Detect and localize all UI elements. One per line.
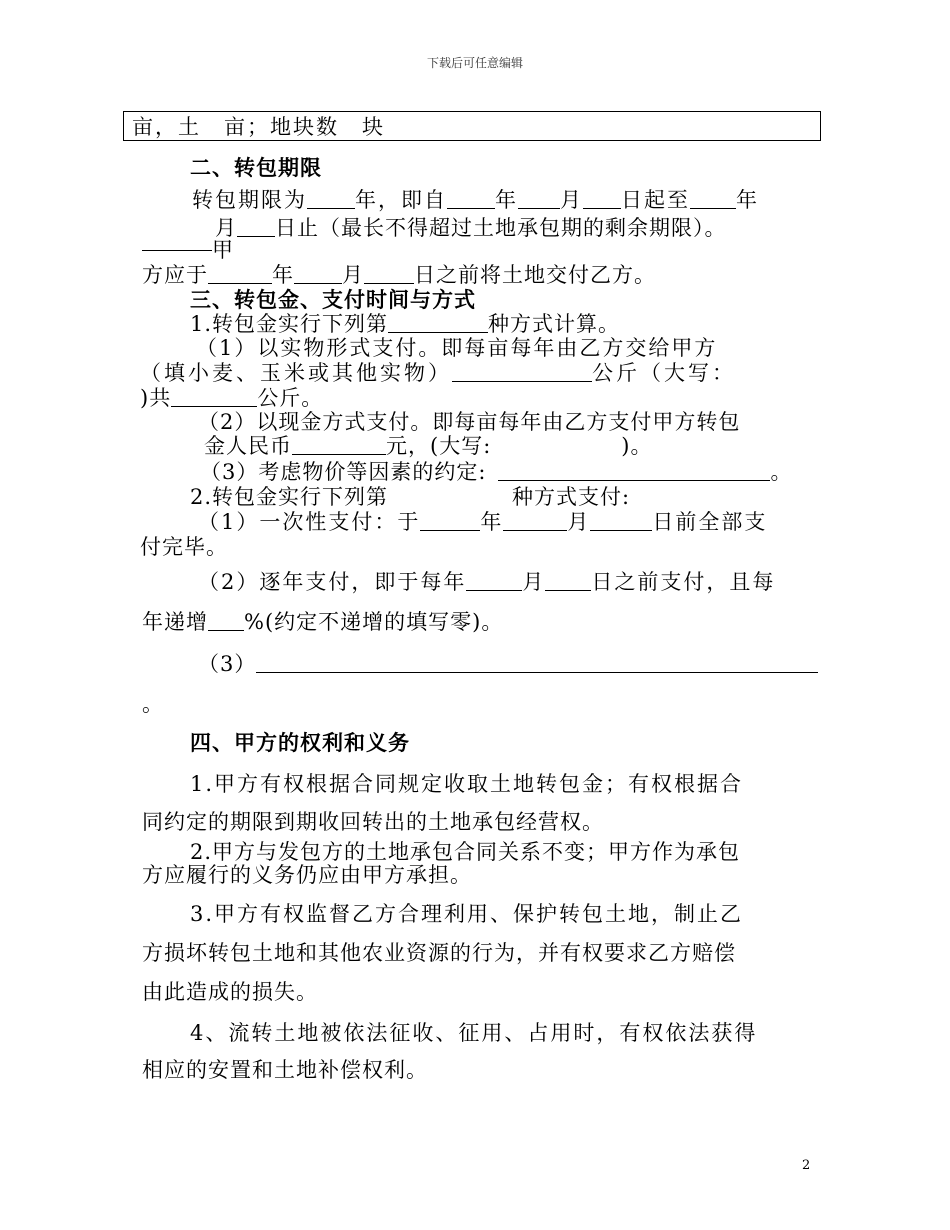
text: 公斤。: [257, 386, 324, 410]
text: %(约定不递增的填写零)。: [244, 610, 504, 634]
paragraph-line: （2）以现金方式支付。即每亩每年由乙方支付甲方转包: [198, 410, 741, 434]
paragraph-line: 3.甲方有权监督乙方合理利用、保护转包土地，制止乙: [190, 902, 744, 926]
fill-blank[interactable]: [364, 265, 414, 284]
fill-blank[interactable]: [518, 190, 560, 209]
paragraph-line: [198, 648, 818, 678]
text: 日前全部支: [652, 510, 768, 534]
text: 年: [480, 510, 504, 534]
fill-blank[interactable]: [447, 190, 495, 209]
paragraph-line: [198, 566, 775, 596]
text: 元，(大写:: [386, 434, 492, 458]
text: （1）一次性支付：于: [198, 510, 421, 534]
fill-blank[interactable]: [142, 232, 212, 251]
text: 月: [342, 263, 364, 287]
text: 。: [770, 460, 793, 484]
text: 年: [272, 263, 294, 287]
text: 年递增: [142, 610, 208, 634]
text: 1.转包金实行下列第: [190, 312, 389, 336]
section-heading-term: 二、转包期限: [190, 156, 322, 180]
paragraph-line: 4、流转土地被依法征收、征用、占用时，有权依法获得: [190, 1021, 758, 1045]
text: （2）逐年支付，即于每年: [198, 570, 467, 594]
fill-blank[interactable]: [294, 265, 342, 284]
fill-blank[interactable]: [583, 190, 621, 209]
text: （填小麦、玉米或其他实物）: [140, 361, 452, 385]
text: （3）: [198, 652, 257, 676]
fill-blank[interactable]: [171, 388, 257, 407]
paragraph-line: 方损坏转包土地和其他农业资源的行为，并有权要求乙方赔偿: [142, 941, 736, 965]
text: 2.转包金实行下列第: [190, 485, 389, 509]
paragraph-line: （1）以实物形式支付。即每亩每年由乙方交给甲方: [196, 336, 718, 360]
fill-blank[interactable]: [503, 512, 567, 531]
text: 月: [560, 188, 583, 212]
paragraph-line: 付完毕。: [140, 535, 228, 559]
text: 日之前将土地交付乙方。: [414, 263, 656, 287]
text: 年，即自: [355, 188, 447, 212]
text: )共: [140, 386, 172, 410]
text: 月: [567, 510, 591, 534]
fill-blank[interactable]: [452, 363, 592, 382]
fill-blank[interactable]: [466, 572, 522, 591]
text: 甲: [212, 238, 234, 262]
text: 金人民币: [204, 434, 292, 458]
paragraph-line: [215, 212, 727, 242]
paragraph-line: 1.甲方有权根据合同规定收取土地转包金；有权根据合: [190, 772, 744, 796]
fill-blank[interactable]: [256, 654, 818, 673]
paragraph-line: [142, 606, 503, 636]
text: 种方式支付:: [512, 485, 631, 509]
fill-blank[interactable]: [208, 265, 272, 284]
fill-blank[interactable]: [590, 512, 652, 531]
paragraph-line: 相应的安置和土地补偿权利。: [142, 1058, 428, 1082]
text: 种方式计算。: [488, 312, 621, 336]
fill-blank[interactable]: [690, 190, 736, 209]
paragraph-line: [198, 506, 767, 536]
page-header: 下载后可任意编辑: [426, 56, 523, 70]
text: 日起至: [621, 188, 690, 212]
section-heading-rights: 四、甲方的权利和义务: [190, 731, 410, 755]
fill-blank[interactable]: [237, 218, 275, 237]
page-number: 2: [802, 1158, 811, 1173]
text: 日之前支付，且每: [591, 570, 776, 594]
text: 年: [495, 188, 518, 212]
text: 公斤（大写：: [592, 361, 736, 385]
paragraph-line: 2.甲方与发包方的土地承包合同关系不变；甲方作为承包: [190, 840, 741, 864]
text: 日止（最长不得超过土地承包期的剩余期限）。: [275, 216, 727, 240]
table-row-land-info: 亩，土 亩；地块数 块: [123, 111, 821, 141]
text: 年: [736, 188, 759, 212]
fill-blank[interactable]: [420, 512, 480, 531]
paragraph-line: 。: [142, 692, 164, 716]
fill-blank[interactable]: [307, 190, 355, 209]
paragraph-line: 方应履行的义务仍应由甲方承担。: [142, 863, 472, 887]
section-heading-payment: 三、转包金、支付时间与方式: [190, 288, 476, 312]
paragraph-line: 由此造成的损失。: [142, 980, 318, 1004]
paragraph-line: [192, 184, 759, 214]
fill-blank[interactable]: [208, 612, 244, 631]
fill-blank[interactable]: [498, 462, 770, 481]
fill-blank[interactable]: [388, 314, 488, 333]
paragraph-line: 同约定的期限到期收回转出的土地承包经营权。: [142, 810, 604, 834]
fill-blank[interactable]: [292, 436, 386, 455]
text: 月: [522, 570, 546, 594]
text: 转包期限为: [192, 188, 307, 212]
text: 月: [215, 216, 237, 240]
fill-blank[interactable]: [545, 572, 591, 591]
text: )。: [621, 434, 653, 458]
text: 方应于: [142, 263, 208, 287]
text: （3）考虑物价等因素的约定:: [200, 460, 487, 484]
